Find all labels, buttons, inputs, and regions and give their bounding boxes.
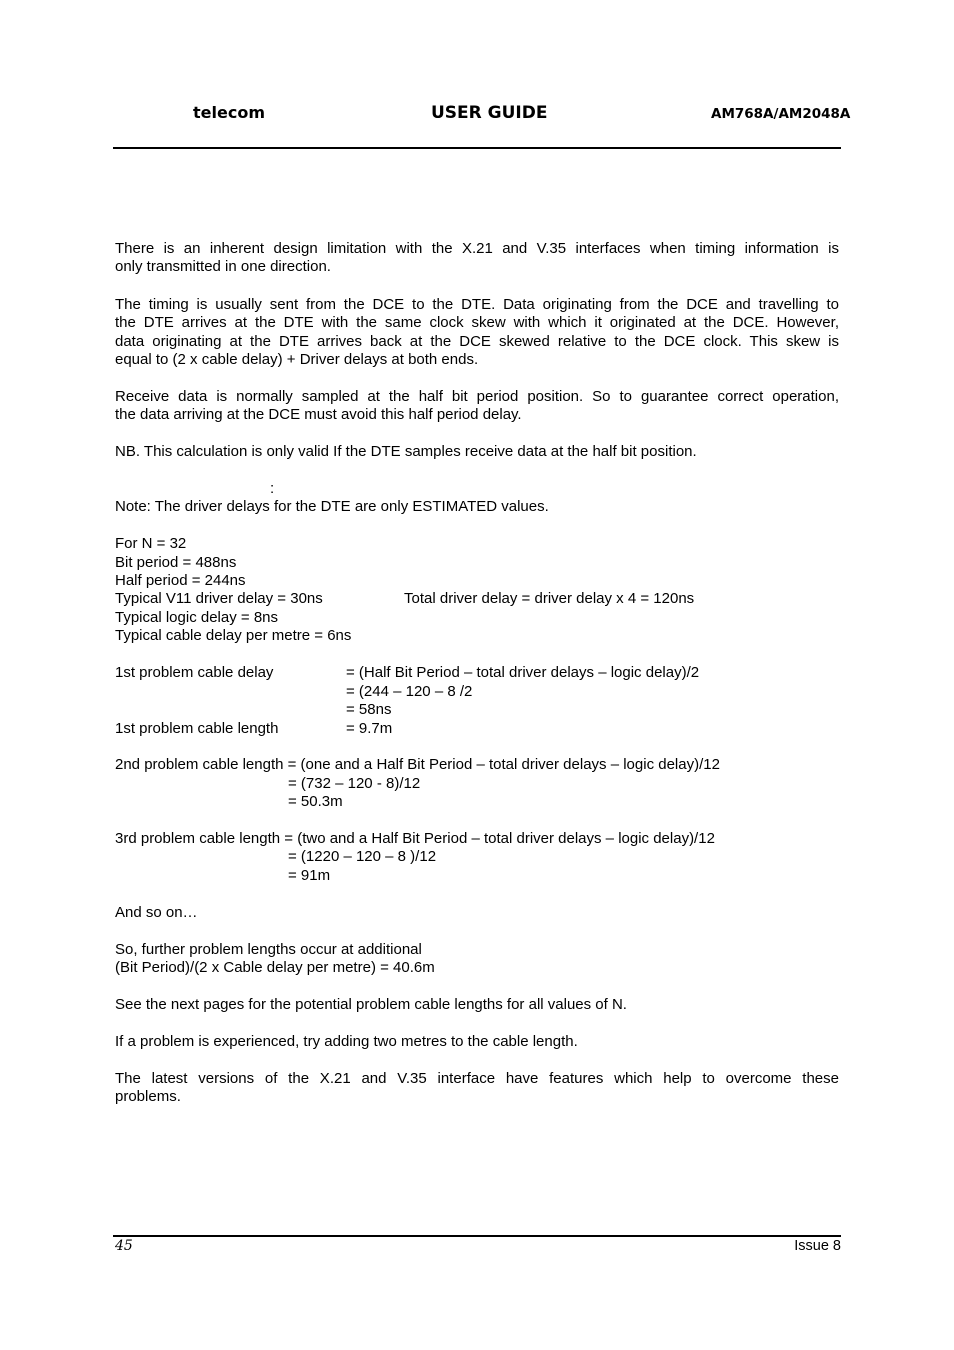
nb-note: NB. This calculation is only valid If the DTE samples receive data at the half bit position. bbox=[115, 443, 697, 460]
param-cable-delay: Typical cable delay per metre = 6ns bbox=[115, 627, 352, 644]
calc2-line: 2nd problem cable length = (one and a Half Bit Period – total driver delays – logic delay)/12 bbox=[115, 756, 720, 773]
page-number: 45 bbox=[115, 1238, 133, 1254]
paragraph-timing: The timing is usually sent from the DCE to the DTE. Data originating from the DCE and travelling to the DTE arrives at the DTE with the same clock skew with which it originated at the DCE. However, data originating at the DTE arrives back at the DCE skewed relative to the DCE clock. This skew is equal to (2 x cable delay) + Driver delays at both ends. bbox=[115, 296, 839, 369]
param-n: For N = 32 bbox=[115, 535, 187, 552]
calc3-line: 3rd problem cable length = (two and a Half Bit Period – total driver delays – logic delay)/12 bbox=[115, 830, 715, 847]
calc3-line: = (1220 – 120 – 8 )/12 bbox=[288, 848, 437, 865]
calc1-line: = 58ns bbox=[346, 701, 392, 718]
param-total-driver-delay: Total driver delay = driver delay x 4 = 120ns bbox=[404, 590, 695, 607]
further-line: So, further problem lengths occur at additional bbox=[115, 941, 422, 958]
header-company: telecom bbox=[193, 103, 265, 122]
param-bit-period: Bit period = 488ns bbox=[115, 554, 237, 571]
calc3-line: = 91m bbox=[288, 867, 331, 884]
param-driver-delay: Typical V11 driver delay = 30ns bbox=[115, 590, 323, 607]
footer-rule bbox=[113, 1235, 841, 1237]
paragraph-latest: The latest versions of the X.21 and V.35 interface have features which help to overcome these problems. bbox=[115, 1070, 839, 1106]
and-so-on: And so on… bbox=[115, 904, 198, 921]
paragraph-intro: There is an inherent design limitation with the X.21 and V.35 interfaces when timing information is only transmitted in one direction. bbox=[115, 240, 839, 276]
header-rule bbox=[113, 147, 841, 149]
param-half-period: Half period = 244ns bbox=[115, 572, 246, 589]
see-next-pages: See the next pages for the potential problem cable lengths for all values of N. bbox=[115, 996, 627, 1013]
param-logic-delay: Typical logic delay = 8ns bbox=[115, 609, 279, 626]
paragraph-receive: Receive data is normally sampled at the half bit period position. So to guarantee correct operation, the data arriving at the DCE must avoid this half period delay. bbox=[115, 388, 839, 424]
calc1-line: = (Half Bit Period – total driver delays – logic delay)/2 bbox=[346, 664, 700, 681]
header-model: AM768A/AM2048A bbox=[711, 106, 851, 122]
calc1-label-delay: 1st problem cable delay bbox=[115, 664, 274, 681]
colon-mark: : bbox=[270, 480, 275, 497]
estimate-note: Note: The driver delays for the DTE are only ESTIMATED values. bbox=[115, 498, 549, 515]
problem-advice: If a problem is experienced, try adding two metres to the cable length. bbox=[115, 1033, 578, 1050]
issue-label: Issue 8 bbox=[794, 1238, 841, 1254]
calc2-line: = 50.3m bbox=[288, 793, 343, 810]
calc1-line: = 9.7m bbox=[346, 720, 393, 737]
header-title: USER GUIDE bbox=[431, 103, 548, 123]
calc1-line: = (244 – 120 – 8 /2 bbox=[346, 683, 473, 700]
calc1-label-length: 1st problem cable length bbox=[115, 720, 279, 737]
further-line: (Bit Period)/(2 x Cable delay per metre) = 40.6m bbox=[115, 959, 435, 976]
calc2-line: = (732 – 120 - 8)/12 bbox=[288, 775, 421, 792]
